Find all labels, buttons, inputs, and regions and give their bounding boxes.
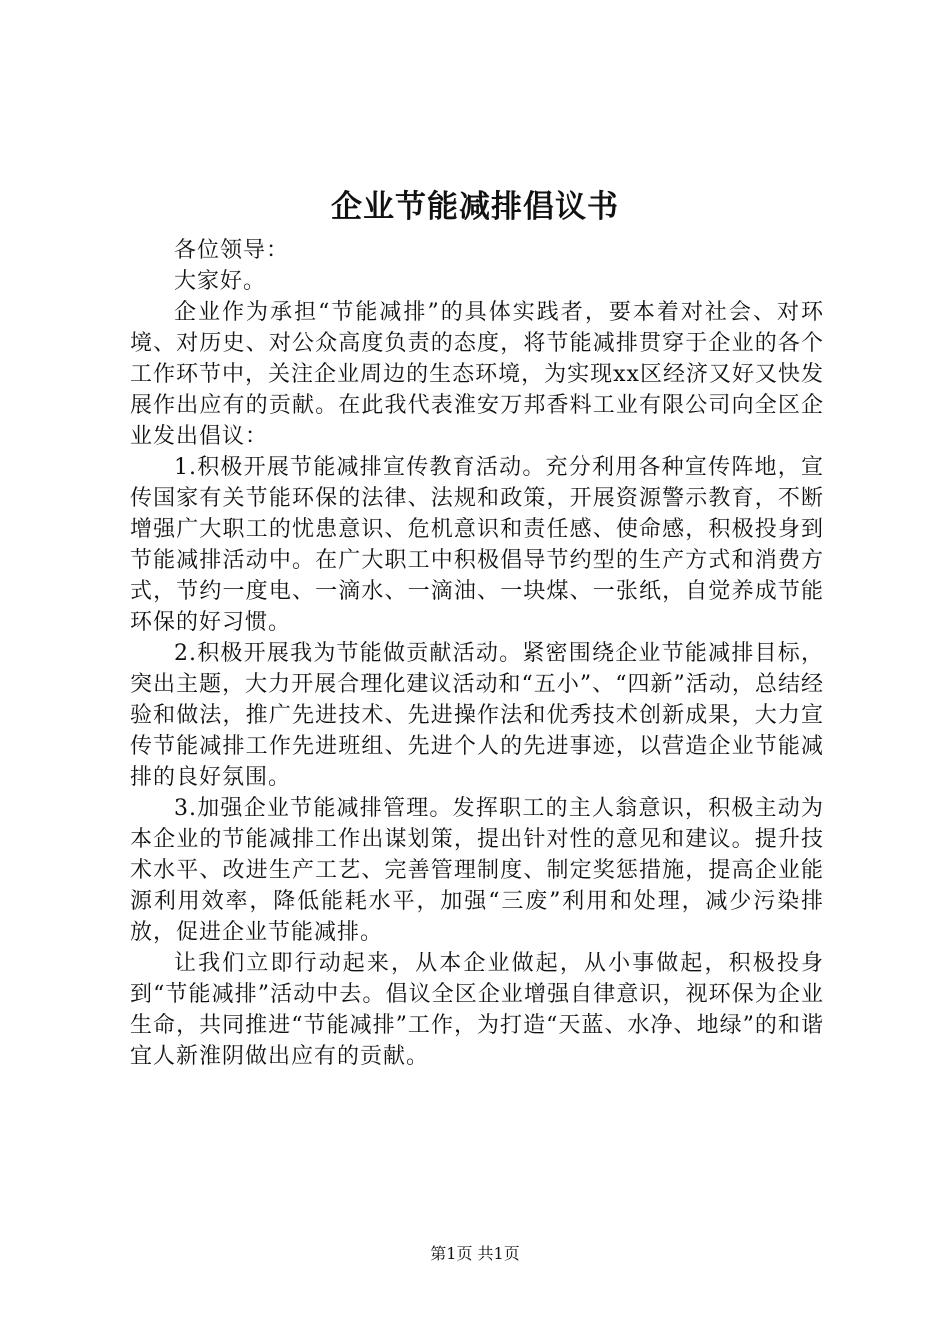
document-title: 企业节能减排倡议书 — [331, 189, 619, 225]
proposal-item-1: 1.积极开展节能减排宣传教育活动。充分利用各种宣传阵地，宣传国家有关节能环保的法律、法规和政策，开展资源警示教育，不断增强广大职工的忧患意识、危机意识和责任感、使命感，积极投身到节能减排活动中。在广大职工中积极倡导节约型的生产方式和消费方式，节约一度电、一滴水、一滴油、一块煤、一张纸，自觉养成节能环保的好习惯。 — [130, 455, 824, 635]
intro-paragraph: 企业作为承担“节能减排”的具体实践者，要本着对社会、对环境、对历史、对公众高度负责的态度，将节能减排贯穿于企业的各个工作环节中，关注企业周边的生态环境，为实现xx区经济又好又快发展作出应有的贡献。在此我代表淮安万邦香料工业有限公司向全区企业发出倡议： — [130, 300, 824, 449]
document-body — [130, 235, 824, 1072]
proposal-item-2: 2.积极开展我为节能做贡献活动。紧密围绕企业节能减排目标，突出主题，大力开展合理化建议活动和“五小”、“四新”活动，总结经验和做法，推广先进技术、先进操作法和优秀技术创新成果，大力宣传节能减排工作先进班组、先进个人的先进事迹，以营造企业节能减排的良好氛围。 — [130, 641, 824, 790]
page-number-footer: 第1页 共1页 — [430, 1244, 520, 1263]
greeting: 大家好。 — [174, 269, 267, 294]
proposal-item-3: 3.加强企业节能减排管理。发挥职工的主人翁意识，积极主动为本企业的节能减排工作出谋划策，提出针对性的意见和建议。提升技术水平、改进生产工艺、完善管理制度、制定奖惩措施，提高企业能源利用效率，降低能耗水平，加强“三废”利用和处理，减少污染排放，促进企业节能减排。 — [130, 796, 824, 945]
salutation: 各位领导： — [174, 238, 290, 263]
closing-paragraph: 让我们立即行动起来，从本企业做起，从小事做起，积极投身到“节能减排”活动中去。倡议全区企业增强自律意识，视环保为企业生命，共同推进“节能减排”工作，为打造“天蓝、水净、地绿”的和谐宜人新淮阴做出应有的贡献。 — [130, 951, 824, 1069]
